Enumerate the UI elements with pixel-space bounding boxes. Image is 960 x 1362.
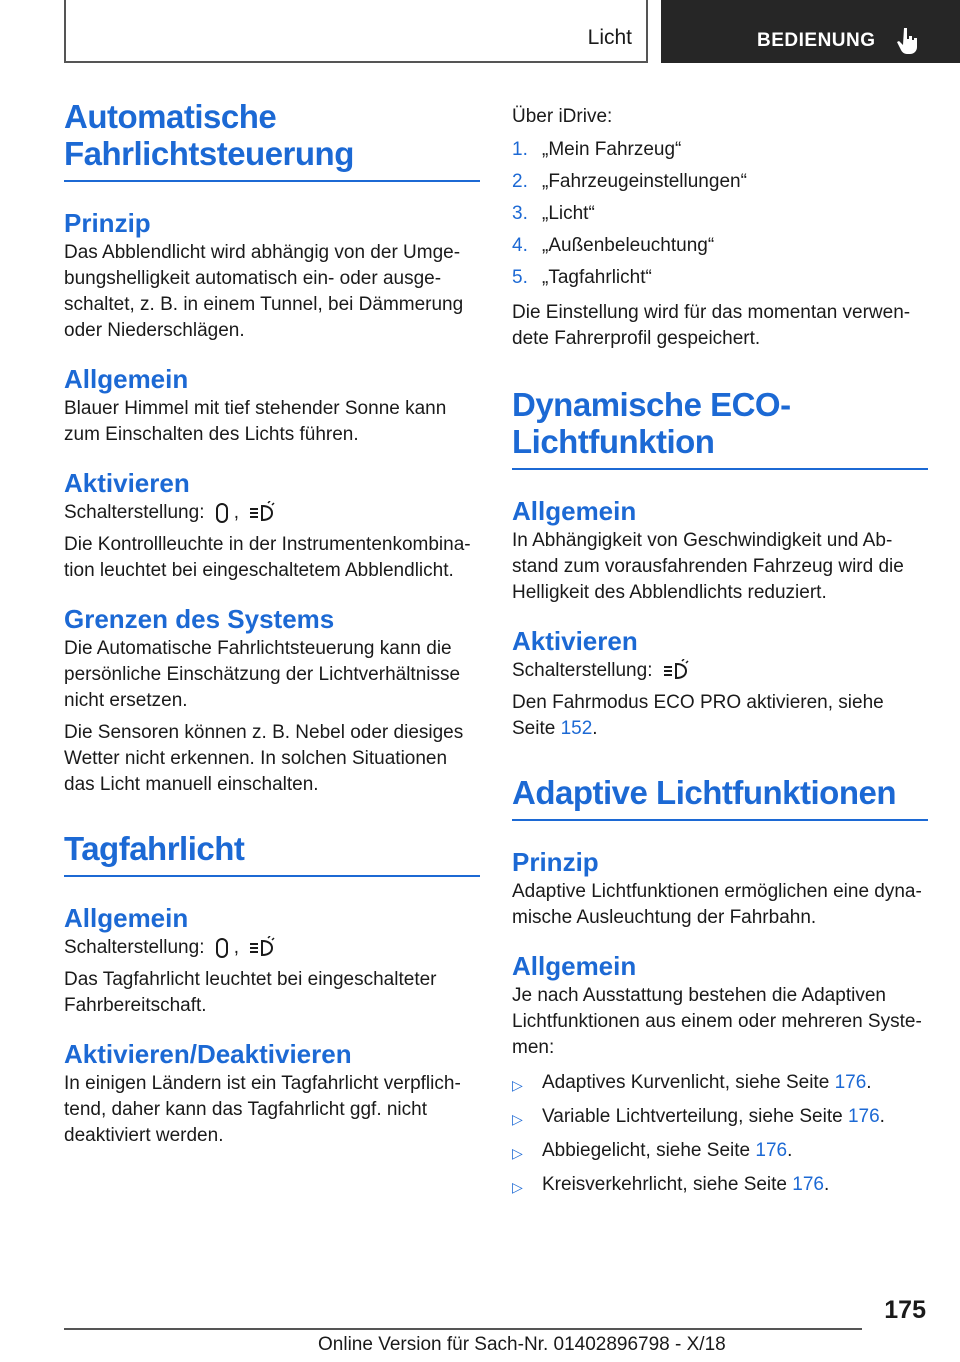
paragraph-eco-aktivieren: Den Fahrmodus ECO PRO aktivieren, siehe Seite 152. (512, 692, 884, 739)
subheading-tag-aktivieren: Aktivieren/Deaktivieren (64, 1039, 352, 1069)
page-number: 175 (884, 1296, 926, 1324)
footer-version-text: Online Version für Sach-Nr. 01402896798 - X/18 (318, 1334, 726, 1355)
subheading-grenzen: Grenzen des Systems (64, 604, 335, 634)
heading-dynamische-eco-lichtfunktion: Dynamische ECO- Lichtfunktion (512, 386, 928, 470)
paragraph-profil: Die Einstellung wird für das momentan verwendete Fahrerprofil gespeichert. (512, 302, 911, 349)
adaptive-systems-list (512, 1067, 928, 1203)
paragraph-grenzen-1: Die Automatische Fahrlichtsteuerung kann die persönliche Einschätzung der Lichtverhältnisse nicht ersetzen. (64, 638, 461, 711)
idrive-steps (512, 134, 928, 294)
idrive-intro: Über iDrive: (512, 106, 613, 127)
subheading-allgemein: Allgemein (64, 364, 189, 394)
right-column (512, 104, 928, 1203)
paragraph-allgemein: Blauer Himmel mit tief stehender Sonne kann zum Einschalten des Lichts führen. (64, 398, 447, 445)
list-item: ▷ Kreisverkehrlicht, siehe Seite 176. (512, 1169, 928, 1203)
subheading-adapt-prinzip: Prinzip (512, 847, 599, 877)
page-link-176[interactable]: 176 (755, 1140, 788, 1161)
page-link-176[interactable]: 176 (792, 1174, 824, 1195)
auto-headlight-icon (662, 659, 690, 683)
hand-pointer-icon (895, 26, 921, 56)
page-link-152[interactable]: 152 (560, 718, 593, 739)
paragraph-grenzen-2: Die Sensoren können z. B. Nebel oder diesiges Wetter nicht erkennen. In solchen Situationen das Licht manuell einschalten. (64, 722, 464, 795)
paragraph-adapt-allgemein: Je nach Ausstattung bestehen die Adaptiven Lichtfunktionen aus einem oder mehreren Systemen: (512, 985, 922, 1058)
paragraph-adapt-prinzip: Adaptive Lichtfunktionen ermöglichen eine dynamische Ausleuchtung der Fahrbahn. (512, 881, 922, 928)
auto-headlight-icon (248, 936, 276, 960)
subheading-prinzip: Prinzip (64, 208, 151, 238)
paragraph-eco-allgemein: In Abhängigkeit von Geschwindigkeit und Abstand zum vorausfahrenden Fahrzeug wird die Helligkeit des Abblendlichts reduziert. (512, 530, 904, 603)
switch-position-line: Schalterstellung: , (64, 500, 480, 526)
subheading-aktivieren: Aktivieren (64, 468, 190, 498)
subheading-tag-allgemein: Allgemein (64, 903, 189, 933)
light-switch-zero-icon (214, 501, 230, 525)
triangle-bullet-icon: ▷ (512, 1145, 523, 1161)
list-item: 3. „Licht“ (512, 203, 595, 224)
left-column (64, 98, 480, 1169)
paragraph-tag-aktivieren: In einigen Ländern ist ein Tagfahrlicht verpflichtend, daher kann das Tagfahrlicht ggf. nicht deaktiviert werden. (64, 1073, 461, 1146)
triangle-bullet-icon: ▷ (512, 1111, 523, 1127)
list-item: 1. „Mein Fahrzeug“ (512, 139, 682, 160)
tag-switch-position-line: Schalterstellung: , (64, 935, 480, 961)
list-item: 4. „Außenbeleuchtung“ (512, 235, 715, 256)
triangle-bullet-icon: ▷ (512, 1077, 523, 1093)
footer-divider (64, 1328, 862, 1330)
subheading-eco-allgemein: Allgemein (512, 496, 637, 526)
header-section-title: Licht (587, 26, 632, 49)
triangle-bullet-icon: ▷ (512, 1179, 523, 1195)
page-link-176[interactable]: 176 (834, 1072, 867, 1093)
heading-adaptive-lichtfunktionen: Adaptive Lichtfunktionen (512, 774, 928, 821)
paragraph-tag-allgemein: Das Tagfahrlicht leuchtet bei eingeschalteter Fahrbereitschaft. (64, 969, 437, 1016)
header-section-box (64, 0, 648, 63)
auto-headlight-icon (248, 501, 276, 525)
subheading-eco-aktivieren: Aktivieren (512, 626, 638, 656)
heading-tagfahrlicht: Tagfahrlicht (64, 830, 480, 877)
list-item: ▷ Adaptives Kurvenlicht, siehe Seite 176. (512, 1067, 928, 1101)
list-item: ▷ Variable Lichtverteilung, siehe Seite 176. (512, 1101, 928, 1135)
eco-switch-position-line: Schalterstellung: (512, 658, 928, 684)
paragraph-prinzip: Das Abblendlicht wird abhängig von der Umgebungshelligkeit automatisch ein- oder ausgeschaltet, z. B. in einem Tunnel, bei Dämmerung oder Niederschlägen. (64, 242, 464, 341)
subheading-adapt-allgemein: Allgemein (512, 951, 637, 981)
page-link-176[interactable]: 176 (847, 1106, 880, 1127)
light-switch-zero-icon (214, 936, 230, 960)
paragraph-kontrollleuchte: Die Kontrollleuchte in der Instrumentenkombination leuchtet bei eingeschaltetem Abblendlicht. (64, 534, 471, 581)
list-item: 2. „Fahrzeugeinstellungen“ (512, 171, 747, 192)
header-tab-label: BEDIENUNG (757, 30, 876, 51)
list-item: 5. „Tagfahrlicht“ (512, 267, 652, 288)
heading-automatische-fahrlichtsteuerung: Automatische Fahrlichtsteuerung (64, 98, 480, 182)
list-item: ▷ Abbiegelicht, siehe Seite 176. (512, 1135, 928, 1169)
